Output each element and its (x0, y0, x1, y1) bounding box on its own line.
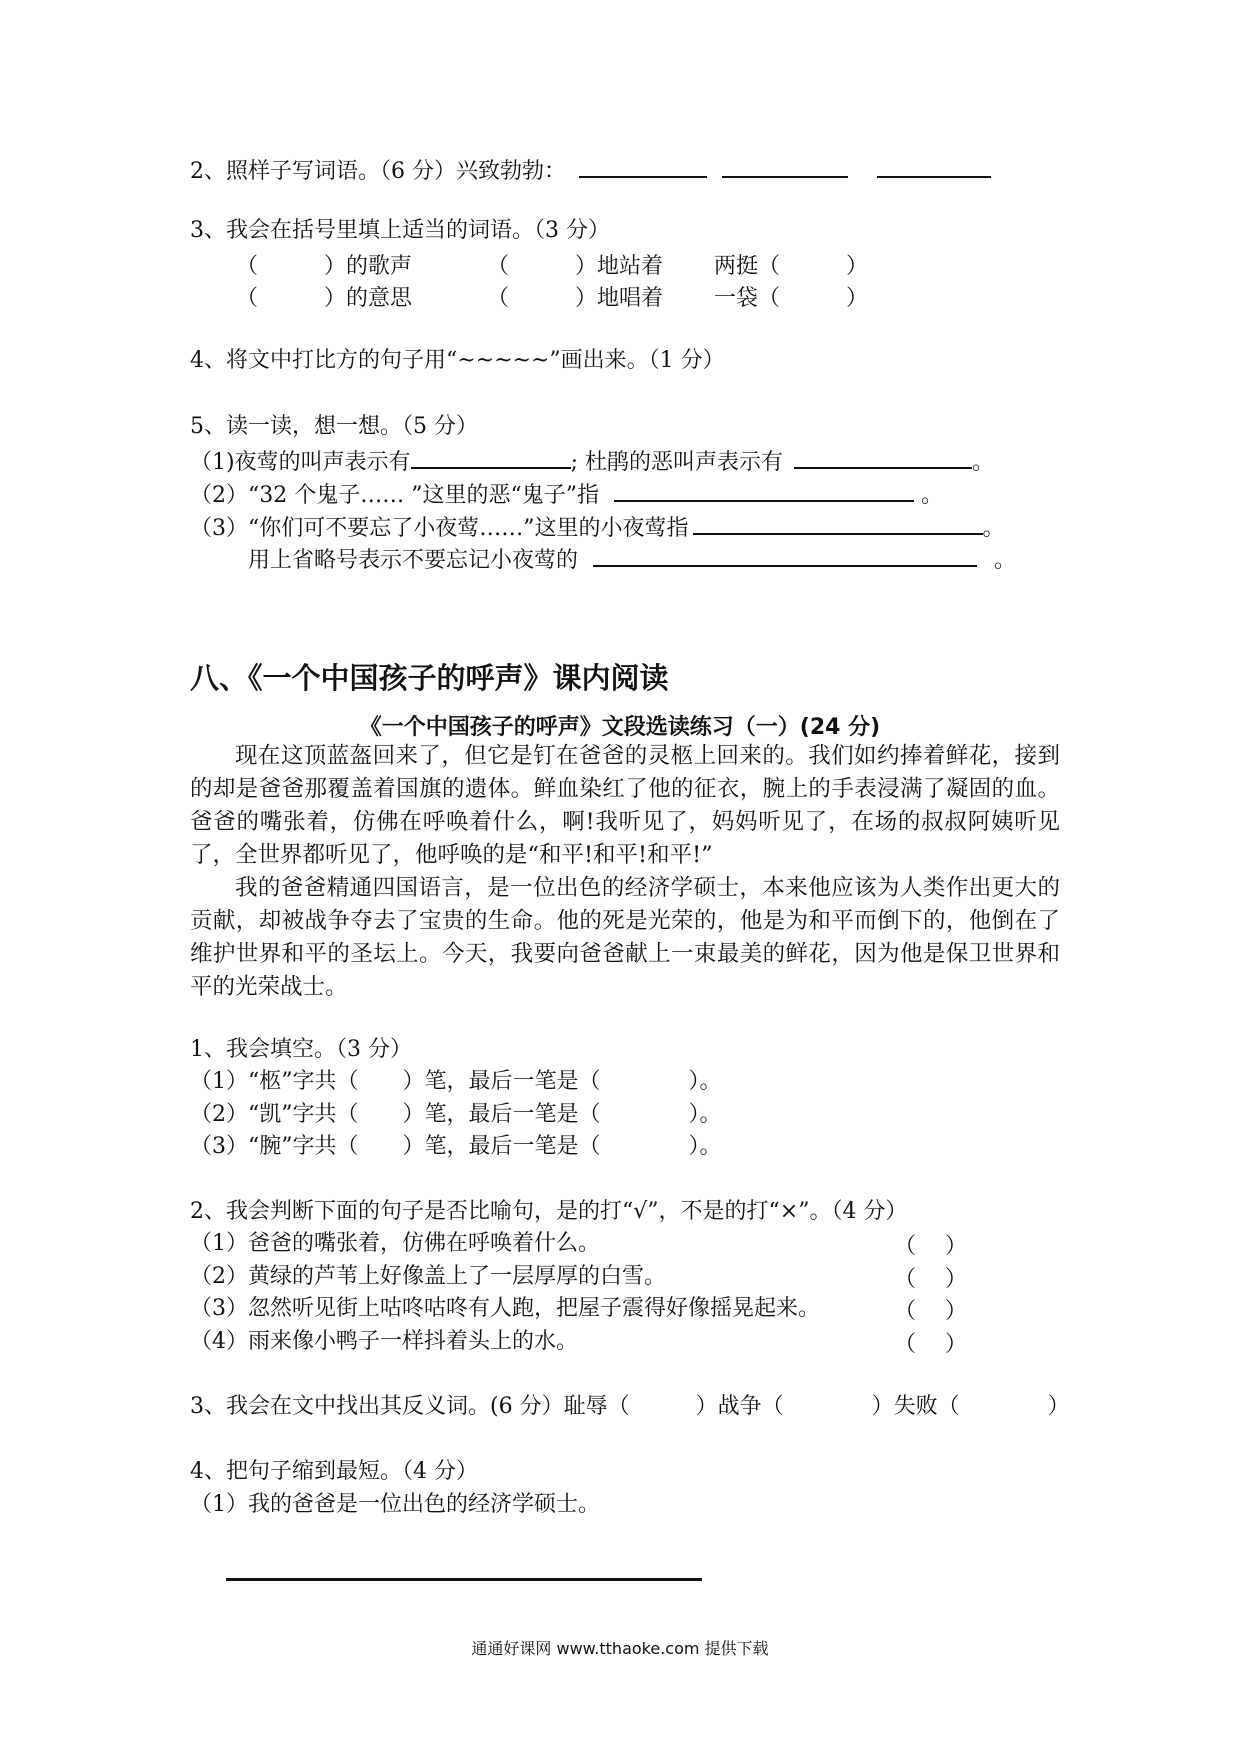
section-heading: 八、《一个中国孩子的呼声》课内阅读 (190, 661, 669, 695)
fill-item: （ ）的意思 (236, 286, 413, 311)
q5-sub1-end: 。 (972, 450, 995, 475)
fill-item: 一袋（ ） (714, 286, 869, 311)
judge-item: （2）黄绿的芦苇上好像盖上了一层厚厚的白雪。 (190, 1264, 666, 1289)
q2-text: 2、照样子写词语。（6 分）兴致勃勃： (190, 159, 566, 184)
q5-sub1-text-a: （1)夜莺的叫声表示有 (190, 450, 411, 475)
answer-blank[interactable] (614, 476, 914, 502)
q5-sub3 (190, 509, 1005, 544)
q1-fill-strokes: 1、我会填空。（3 分） (190, 1037, 412, 1062)
answer-blank[interactable] (693, 509, 983, 535)
judge-answer-box[interactable]: （ ） (894, 1299, 967, 1324)
judge-answer-box[interactable]: （ ） (894, 1267, 967, 1292)
passage-title: 《一个中国孩子的呼声》文段选读练习（一）(24 分) (359, 715, 881, 740)
answer-blank[interactable] (722, 152, 848, 178)
q5-sub4 (248, 541, 1016, 576)
q5-sub4-end: 。 (994, 548, 1017, 573)
q5-sub3-end: 。 (982, 516, 1005, 541)
judge-item: （4）雨来像小鸭子一样抖着头上的水。 (190, 1329, 578, 1354)
judge-answer-box[interactable]: （ ） (894, 1332, 967, 1357)
answer-blank[interactable] (877, 152, 991, 178)
passage-paragraph-2: 我的爸爸精通四国语言，是一位出色的经济学硕士，本来他应该为人类作出更大的贡献，却被战争夺去了宝贵的生命。他的死是光荣的，他是为和平而倒下的，他倒在了维护世界和平的圣坛上。今天，我要向爸爸献上一束最美的鲜花，因为他是保卫世界和平的光荣战士。 (190, 875, 1060, 1000)
q4-shorten-sentence: 4、把句子缩到最短。（4 分） (190, 1459, 478, 1484)
q5-sub1-text-b: ; 杜鹃的恶叫声表示有 (570, 450, 783, 475)
q5-sub2-end: 。 (920, 483, 943, 508)
q5-sub3-text: （3）“你们可不要忘了小夜莺……”这里的小夜莺指 (190, 516, 689, 541)
q2-judge-metaphor: 2、我会判断下面的句子是否比喻句，是的打“√”，不是的打“×”。（4 分） (190, 1199, 908, 1224)
stroke-item: （1）“柩”字共（ ）笔，最后一笔是（ ）。 (190, 1069, 722, 1094)
answer-blank[interactable] (593, 541, 977, 567)
q4-draw-metaphor: 4、将文中打比方的句子用“~~~~~”画出来。（1 分） (190, 348, 725, 373)
q3-fill-words: 3、我会在括号里填上适当的词语。（3 分） (190, 218, 610, 243)
shorten-item: （1）我的爸爸是一位出色的经济学硕士。 (190, 1492, 600, 1517)
q5-sub1 (190, 443, 994, 478)
q5-sub4-text: 用上省略号表示不要忘记小夜莺的 (248, 548, 579, 573)
passage-paragraph-1: 现在这顶蓝盔回来了，但它是钉在爸爸的灵柩上回来的。我们如约捧着鲜花，接到的却是爸爸那覆盖着国旗的遗体。鲜血染红了他的征衣，腕上的手表浸满了凝固的血。爸爸的嘴张着，仿佛在呼唤着什么，啊!我听见了，妈妈听见了，在场的叔叔阿姨听见了，全世界都听见了，他呼唤的是“和平!和平!和平!” (190, 743, 1060, 868)
q5-sub2-text: （2）“32 个鬼子…… ”这里的恶“鬼子”指 (190, 483, 599, 508)
stroke-item: （2）“凯”字共（ ）笔，最后一笔是（ ）。 (190, 1102, 722, 1127)
fill-item: （ ）地站着 (487, 254, 664, 279)
judge-item: （1）爸爸的嘴张着，仿佛在呼唤着什么。 (190, 1231, 600, 1256)
judge-item: （3）忽然听见街上咕咚咕咚有人跑，把屋子震得好像摇晃起来。 (190, 1296, 820, 1321)
q5-read-think: 5、读一读，想一想。（5 分） (190, 414, 478, 439)
fill-item: （ ）地唱着 (487, 286, 664, 311)
answer-line[interactable] (226, 1578, 702, 1581)
footer-credit: 通通好课网 www.tthaoke.com 提供下载 (471, 1639, 769, 1658)
stroke-item: （3）“腕”字共（ ）笔，最后一笔是（ ）。 (190, 1134, 722, 1159)
q5-sub2 (190, 476, 943, 511)
answer-blank[interactable] (794, 443, 972, 469)
fill-item: （ ）的歌声 (236, 254, 413, 279)
answer-blank[interactable] (579, 152, 707, 178)
judge-answer-box[interactable]: （ ） (894, 1234, 967, 1259)
q2-word-pattern (190, 152, 991, 187)
answer-blank[interactable] (411, 443, 571, 469)
fill-item: 两挺（ ） (714, 254, 869, 279)
q3-antonyms: 3、我会在文中找出其反义词。(6 分）耻辱（ ）战争（ ）失败（ ） (190, 1394, 1070, 1419)
